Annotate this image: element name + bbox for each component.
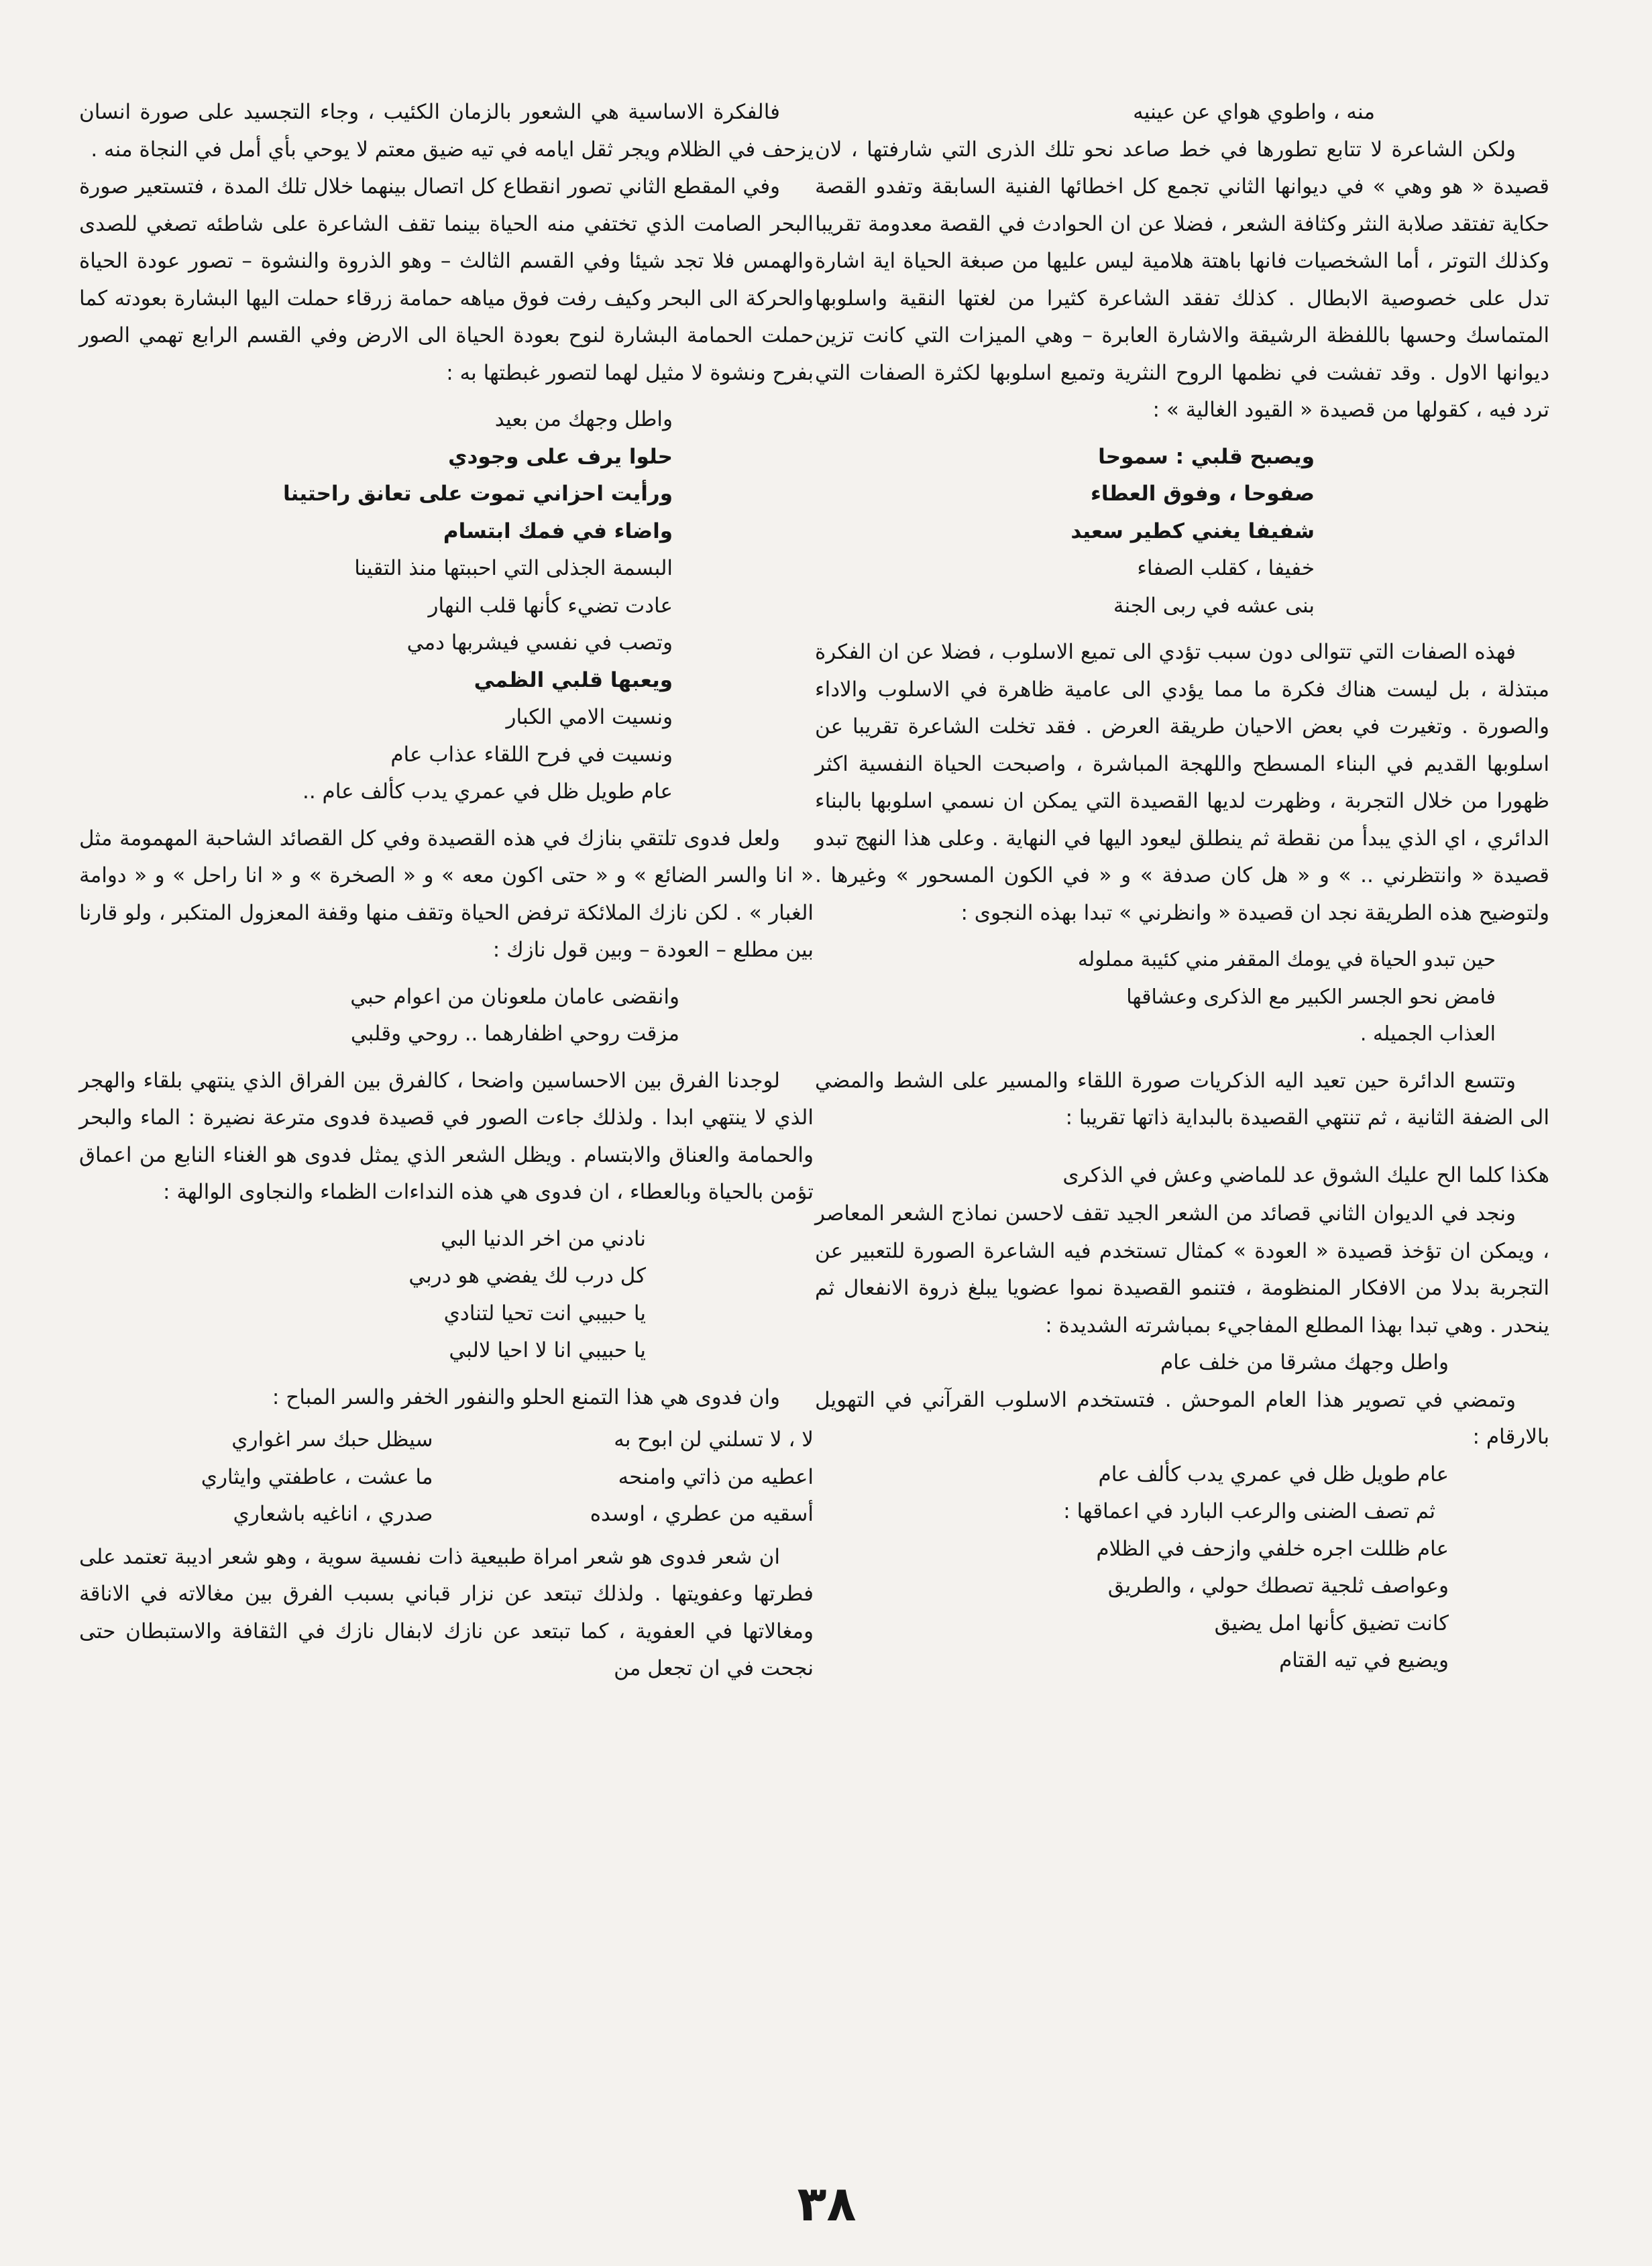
verse-line: لا ، لا تسلني لن ابوح به xyxy=(614,1427,814,1452)
verse-line: فامض نحو الجسر الكبير مع الذكرى وعشاقها xyxy=(1126,985,1496,1009)
paragraph: وان فدوى هي هذا التمنع الحلو والنفور الخفر والسر المباح : xyxy=(272,1385,780,1409)
paragraph: ولكن الشاعرة لا تتابع تطورها في خط صاعد نحو تلك الذرى التي شارفتها ، لان قصيدة « هو وهي » في ديوانها الثاني تجمع كل اخطائها الفنية السابقة وتفدو القصة حكاية تفتقد صلابة النثر وكثافة الشعر ، فضلا عن ان الحوادث في القصة معدومة تقريبا وكذلك التوتر ، أما الشخصيات فانها باهتة هلامية ليس عليها من صبغة الحياة اية اشارة تدل على خصوصية الابطال . كذلك تفقد الشاعرة كثيرا من لغتها النقية واسلوبها المتماسك وحسها باللفظة الرشيقة والاشارة العابرة – وهي الميزات التي كانت تزين ديوانها الاول . وقد تفشت في نظمها الروح النثرية وتميع اسلوبها لكثرة الصفات التي ترد فيه ، كقولها من قصيدة « القيود الغالية » : xyxy=(815,137,1549,422)
paragraph: فهذه الصفات التي تتوالى دون سبب تؤدي الى تميع الاسلوب ، فضلا عن ان الفكرة مبتذلة ، بل ليست هناك فكرة ما مما يؤدي الى عامية ظاهرة في الاسلوب والاداء والصورة . وتغيرت في بعض الاحيان طريقة العرض . فقد تخلت الشاعرة تقريبا عن اسلوبها القديم في البناء المسطح واللهجة المباشرة ، واصبحت الحياة النفسية اكثر ظهورا من خلال التجربة ، وظهرت لديها القصيدة التي يمكن ان نسمي اسلوبها بالبناء الدائري ، اي الذي يبدأ من نقطة ثم ينطلق ليعود اليها في النهاية . وعلى هذا النهج تبدو قصيدة « وانتظرني .. » و « هل كان صدفة » و « في الكون المسحور » وغيرها . ولتوضيح هذه الطريقة نجد ان قصيدة « وانظرني » تبدا بهذه النجوى : xyxy=(815,640,1549,925)
verse-block xyxy=(815,1344,1549,1382)
verse-line: العذاب الجميله . xyxy=(1360,1022,1496,1046)
verse-line: عام طويل ظل في عمري يدب كألف عام xyxy=(1098,1462,1449,1487)
paragraph: لوجدنا الفرق بين الاحساسين واضحا ، كالفرق بين الفراق الذي ينتهي بلقاء والهجر الذي لا ينتهي ابدا . ولذلك جاءت الصور في قصيدة فدوى مترعة نضيرة : الماء والبحر والحمامة والعناق والابتسام . ويظل الشعر الذي يمثل فدوى هو الغناء النابع من اعماق تؤمن بالحياة وبالعطاء ، ان فدوى هي هذه النداءات الظماء والنجاوى الوالهة : xyxy=(79,1068,814,1204)
verse-line: واطل وجهك مشرقا من خلف عام xyxy=(1160,1350,1449,1374)
verse-line: بنى عشه في ربى الجنة xyxy=(1113,593,1315,618)
verse-line: حين تبدو الحياة في يومك المقفر مني كئيبة مملوله xyxy=(1077,948,1496,971)
verse-line: وعواصف ثلجية تصطك حولي ، والطريق xyxy=(1107,1574,1449,1598)
verse-line: وانقضى عامان ملعونان من اعوام حبي xyxy=(350,984,679,1009)
verse-line: سيظل حبك سر اغواري xyxy=(231,1427,433,1452)
paragraph: ولعل فدوى تلتقي بنازك في هذه القصيدة وفي كل القصائد الشاحبة المهمومة مثل « انا والسر الضائع » و « حتى اكون معه » و « الصخرة » و « انا راحل » و « دوامة الغبار » . لكن نازك الملائكة ترفض الحياة وتقف منها وقفة المعزول المتكبر ، ولو قارنا بين مطلع – العودة – وبين قول نازك : xyxy=(79,826,814,962)
verse-line: يا حبيبي انت تحيا لتنادي xyxy=(443,1301,646,1326)
right-column xyxy=(815,94,1549,1680)
verse-line: ويصبح قلبي : سموحا xyxy=(1098,444,1315,469)
verse-line: ورأيت احزاني تموت على تعانق راحتينا xyxy=(282,482,673,506)
verse-line: حلوا يرف على وجودي xyxy=(448,444,673,469)
left-column xyxy=(79,94,814,1688)
paragraph: ونجد في الديوان الثاني قصائد من الشعر الجيد تقف لاحسن نماذج الشعر المعاصر ، ويمكن ان تؤخذ قصيدة « العودة » كمثال تستخدم فيه الشاعرة الصورة للتعبير عن التجربة بدلا من الافكار المنظومة ، فتنمو القصيدة نموا عضويا يبلغ ذروة الانفعال ثم ينحدر . وهي تبدا بهذا المطلع المفاجيء بمباشرته الشديدة : xyxy=(815,1201,1549,1338)
verse-block xyxy=(815,439,1549,625)
verse-block xyxy=(79,401,814,811)
verse-line: عام ظللت اجره خلفي وازحف في الظلام xyxy=(1096,1536,1449,1561)
page-number: ٣٨ xyxy=(797,2175,857,2232)
verse-right-half xyxy=(460,1421,814,1533)
paragraph: فالفكرة الاساسية هي الشعور بالزمان الكئيب ، وجاء التجسيد على صورة انسان يزحف في الظلام ويجر ثقل ايامه في تيه ضيق معتم لا يوحي بأي أمل في النجاة منه . xyxy=(79,100,814,162)
verse-block xyxy=(79,979,814,1053)
verse-line: ونسيت في فرح اللقاء عذاب عام xyxy=(390,742,673,767)
verse-line: كانت تضيق كأنها امل يضيق xyxy=(1214,1611,1449,1635)
verse-line: عادت تضيء كأنها قلب النهار xyxy=(428,593,673,618)
verse-two-column xyxy=(79,1421,814,1533)
verse-block xyxy=(79,1221,814,1370)
verse-line: يا حبيبي انا لا احيا لالبي xyxy=(449,1338,646,1362)
verse-line: وتصب في نفسي فيشربها دمي xyxy=(406,631,673,655)
verse-line: عام طويل ظل في عمري يدب كألف عام .. xyxy=(302,779,673,804)
verse-line: كل درب لك يفضي هو دربي xyxy=(408,1264,646,1288)
paragraph: منه ، واطوي هواي عن عينيه xyxy=(1133,100,1375,124)
verse-line: مزقت روحي اظفارهما .. روحي وقلبي xyxy=(350,1022,679,1046)
verse-line: صفوحا ، وفوق العطاء xyxy=(1090,482,1315,506)
paragraph: وفي المقطع الثاني تصور انقطاع كل اتصال بينهما خلال تلك المدة ، فتستعير صورة البحر الصامت الذي تختفي منه الحياة بينما تقف الشاعرة على شاطئه تصغي للصدى والهمس فلا تجد شيئا وفي القسم الثالث – وهو الذروة والنشوة – تصور عودة الحياة والحركة الى البحر وكيف رفت فوق مياهه حمامة زرقاء حملت اليها البشارة بعودته كما حملت الحمامة البشارة لنوح بعودة الحياة الى الارض وفي القسم الرابع تهمي الصور بفرح ونشوة لا مثيل لهما لتصور غبطتها به : xyxy=(79,174,814,385)
paragraph: ان شعر فدوى هو شعر امراة طبيعية ذات نفسية سوية ، وهو شعر اديبة تعتمد على فطرتها وعفويتها . ولذلك تبتعد عن نزار قباني بسبب الفرق بين مغالاته في الاناقة ومغالاتها في العفوية ، كما تبتعد عن نازك لابفال نازك في الثقافة والاستبطان حتى نجحت في ان تجعل من xyxy=(79,1544,814,1680)
verse-block xyxy=(815,941,1549,1053)
verse-line: واضاء في فمك ابتسام xyxy=(443,519,673,543)
verse-block xyxy=(815,1456,1549,1680)
verse-line: واطل وجهك من بعيد xyxy=(494,407,673,431)
verse-line: ما عشت ، عاطفتي وايثاري xyxy=(201,1464,433,1489)
verse-line: ثم تصف الضنى والرعب البارد في اعماقها : xyxy=(1063,1499,1435,1523)
verse-line: أسقيه من عطري ، اوسده xyxy=(590,1502,814,1526)
verse-line: نادني من اخر الدنيا البي xyxy=(441,1226,646,1251)
verse-line: خفيفا ، كقلب الصفاء xyxy=(1137,556,1315,580)
verse-line: ويضيع في تيه القتام xyxy=(1279,1648,1449,1672)
verse-line: صدري ، اناغيه باشعاري xyxy=(233,1502,433,1526)
verse-line: اعطيه من ذاتي وامنحه xyxy=(618,1464,814,1489)
verse-line: شفيفا يغني كطير سعيد xyxy=(1070,519,1315,543)
verse-line: هكذا كلما الح عليك الشوق عد للماضي وعش في الذكرى xyxy=(1062,1163,1549,1187)
verse-line: ونسيت الامي الكبار xyxy=(506,705,673,729)
verse-line: البسمة الجذلى التي احببتها منذ التقينا xyxy=(354,556,673,580)
verse-block xyxy=(815,1157,1549,1195)
paragraph: وتتسع الدائرة حين تعيد اليه الذكريات صورة اللقاء والمسير على الشط والمضي الى الضفة الثانية ، ثم تنتهي القصيدة بالبداية ذاتها تقريبا : xyxy=(815,1068,1549,1130)
verse-left-half xyxy=(79,1421,433,1533)
paragraph: وتمضي في تصوير هذا العام الموحش . فتستخدم الاسلوب القرآني في التهويل بالارقام : xyxy=(815,1387,1549,1449)
verse-line: ويعبها قلبي الظمي xyxy=(474,667,673,692)
